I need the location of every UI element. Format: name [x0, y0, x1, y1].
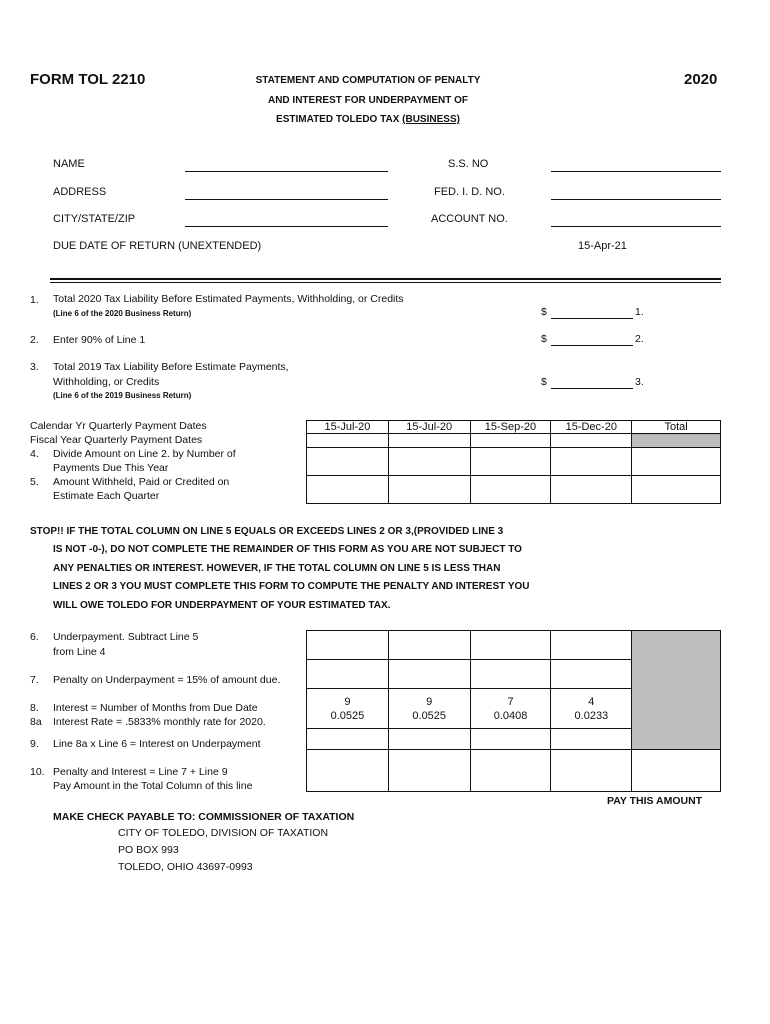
address-field[interactable]	[185, 199, 388, 200]
line-1-ref: 1.	[635, 306, 644, 318]
name-field[interactable]	[185, 171, 388, 172]
months-rate-cell	[307, 689, 389, 729]
payment-address-3: TOLEDO, OHIO 43697-0993	[118, 861, 253, 873]
line-10-text-a: Penalty and Interest = Line 7 + Line 9	[53, 766, 228, 778]
line-3-text-b: Withholding, or Credits	[53, 376, 160, 388]
fiscal-date-cell[interactable]	[388, 434, 470, 448]
line-5-total-cell[interactable]	[632, 476, 721, 504]
stop-notice-line-2: IS NOT -0-), DO NOT COMPLETE THE REMAINDER OF THIS FORM AS YOU ARE NOT SUBJECT TO	[53, 544, 522, 555]
ssn-label: S.S. NO	[448, 158, 489, 170]
line-7-text: Penalty on Underpayment = 15% of amount due.	[53, 674, 281, 686]
pay-this-amount-label: PAY THIS AMOUNT	[607, 795, 703, 807]
line-9-cell[interactable]	[470, 729, 551, 750]
line-10-total-cell[interactable]	[632, 750, 721, 792]
line-8-number: 8.	[30, 702, 39, 714]
line-5-cell[interactable]	[470, 476, 551, 504]
name-label: NAME	[53, 158, 85, 170]
shaded-cell	[632, 434, 721, 448]
line-6-cell[interactable]	[470, 631, 551, 660]
stop-notice-line-1: STOP!! IF THE TOTAL COLUMN ON LINE 5 EQUALS OR EXCEEDS LINES 2 OR 3,(PROVIDED LINE 3	[30, 526, 504, 537]
line-6-number: 6.	[30, 631, 39, 643]
form-title: FORM TOL 2210	[30, 71, 146, 88]
quarterly-table	[306, 420, 721, 504]
line-6-cell[interactable]	[307, 631, 389, 660]
line-1-amount-field[interactable]	[551, 318, 633, 319]
line-3-note: (Line 6 of the 2019 Business Return)	[53, 391, 192, 400]
title-line-1: STATEMENT AND COMPUTATION OF PENALTY	[255, 75, 481, 86]
line-3-dollar: $	[541, 376, 547, 388]
column-header: 15-Jul-20	[388, 421, 470, 434]
section-divider	[50, 278, 721, 283]
title-line-3-business: (BUSINESS)	[402, 114, 460, 125]
due-date-value: 15-Apr-21	[578, 240, 627, 252]
city-state-zip-label: CITY/STATE/ZIP	[53, 213, 136, 225]
line-10-cell[interactable]	[388, 750, 470, 792]
line-1-number: 1.	[30, 294, 39, 306]
line-10-number: 10.	[30, 766, 45, 778]
line-9-cell[interactable]	[388, 729, 470, 750]
fiscal-date-cell[interactable]	[307, 434, 389, 448]
line-9-number: 9.	[30, 738, 39, 750]
line-9-cell[interactable]	[307, 729, 389, 750]
form-year: 2020	[684, 71, 718, 88]
months-rate-cell	[388, 689, 470, 729]
line-4-cell[interactable]	[551, 448, 632, 476]
account-field[interactable]	[551, 226, 721, 227]
line-5-number: 5.	[30, 476, 39, 488]
line-7-cell[interactable]	[551, 660, 632, 689]
line-4-number: 4.	[30, 448, 39, 460]
payable-to: MAKE CHECK PAYABLE TO: COMMISSIONER OF TAXATION	[53, 811, 355, 823]
line-6-cell[interactable]	[388, 631, 470, 660]
line-2-number: 2.	[30, 334, 39, 346]
title-line-3-prefix: ESTIMATED TOLEDO TAX	[276, 114, 403, 125]
line-4-text-b: Payments Due This Year	[53, 462, 169, 474]
line-9-text: Line 8a x Line 6 = Interest on Underpayment	[53, 738, 261, 750]
months-rate-cell	[551, 689, 632, 729]
fiscal-date-cell[interactable]	[551, 434, 632, 448]
rate-value: 0.0525	[412, 709, 447, 722]
line-6-text-a: Underpayment. Subtract Line 5	[53, 631, 199, 643]
line-10-text-b: Pay Amount in the Total Column of this line	[53, 780, 253, 792]
line-4-cell[interactable]	[470, 448, 551, 476]
months-value: 9	[426, 695, 433, 708]
line-9-cell[interactable]	[551, 729, 632, 750]
city-state-zip-field[interactable]	[185, 226, 388, 227]
fiscal-dates-label: Fiscal Year Quarterly Payment Dates	[30, 434, 203, 446]
line-2-ref: 2.	[635, 333, 644, 345]
line-4-text-a: Divide Amount on Line 2. by Number of	[53, 448, 236, 460]
rate-value: 0.0408	[493, 709, 528, 722]
ssn-field[interactable]	[551, 171, 721, 172]
line-2-amount-field[interactable]	[551, 345, 633, 346]
line-8-text: Interest = Number of Months from Due Date	[53, 702, 258, 714]
line-7-cell[interactable]	[307, 660, 389, 689]
line-10-cell[interactable]	[307, 750, 389, 792]
line-7-number: 7.	[30, 674, 39, 686]
months-value: 9	[344, 695, 351, 708]
line-4-cell[interactable]	[307, 448, 389, 476]
line-6-text-b: from Line 4	[53, 646, 106, 658]
line-2-text: Enter 90% of Line 1	[53, 334, 146, 346]
line-1-dollar: $	[541, 306, 547, 318]
line-7-cell[interactable]	[388, 660, 470, 689]
fed-id-field[interactable]	[551, 199, 721, 200]
line-5-cell[interactable]	[307, 476, 389, 504]
payment-address-2: PO BOX 993	[118, 844, 179, 856]
line-6-cell[interactable]	[551, 631, 632, 660]
shaded-total-column	[632, 631, 721, 750]
line-7-cell[interactable]	[470, 660, 551, 689]
rate-value: 0.0525	[330, 709, 365, 722]
line-5-cell[interactable]	[551, 476, 632, 504]
calendar-dates-label: Calendar Yr Quarterly Payment Dates	[30, 420, 207, 432]
line-10-cell[interactable]	[551, 750, 632, 792]
rate-value: 0.0233	[574, 709, 609, 722]
line-10-cell[interactable]	[470, 750, 551, 792]
line-1-text: Total 2020 Tax Liability Before Estimated Payments, Withholding, or Credits	[53, 293, 404, 305]
line-4-cell[interactable]	[388, 448, 470, 476]
line-3-amount-field[interactable]	[551, 388, 633, 389]
due-date-label: DUE DATE OF RETURN (UNEXTENDED)	[53, 240, 262, 252]
line-3-number: 3.	[30, 361, 39, 373]
line-4-total-cell[interactable]	[632, 448, 721, 476]
line-3-ref: 3.	[635, 376, 644, 388]
computation-table	[306, 630, 721, 792]
months-rate-cell	[470, 689, 551, 729]
title-line-2: AND INTEREST FOR UNDERPAYMENT OF	[267, 95, 468, 106]
account-label: ACCOUNT NO.	[431, 213, 508, 225]
column-header: 15-Dec-20	[551, 421, 632, 434]
stop-notice-line-5: WILL OWE TOLEDO FOR UNDERPAYMENT OF YOUR ESTIMATED TAX.	[53, 600, 391, 611]
column-header: 15-Jul-20	[307, 421, 389, 434]
line-8a-text: Interest Rate = .5833% monthly rate for 2020.	[53, 716, 266, 728]
line-5-cell[interactable]	[388, 476, 470, 504]
column-header-total: Total	[632, 421, 721, 434]
fiscal-date-cell[interactable]	[470, 434, 551, 448]
fed-id-label: FED. I. D. NO.	[434, 186, 505, 198]
months-value: 7	[507, 695, 514, 708]
address-label: ADDRESS	[53, 186, 107, 198]
stop-notice-line-4: LINES 2 OR 3 YOU MUST COMPLETE THIS FORM TO COMPUTE THE PENALTY AND INTEREST YOU	[53, 581, 530, 592]
months-value: 4	[588, 695, 595, 708]
line-8a-number: 8a	[30, 716, 42, 728]
payment-address-1: CITY OF TOLEDO, DIVISION OF TAXATION	[118, 827, 329, 839]
title-line-3	[208, 114, 528, 125]
column-header: 15-Sep-20	[470, 421, 551, 434]
line-1-note: (Line 6 of the 2020 Business Return)	[53, 309, 192, 318]
stop-notice-line-3: ANY PENALTIES OR INTEREST. HOWEVER, IF THE TOTAL COLUMN ON LINE 5 IS LESS THAN	[53, 563, 501, 574]
line-5-text-a: Amount Withheld, Paid or Credited on	[53, 476, 230, 488]
line-3-text-a: Total 2019 Tax Liability Before Estimate Payments,	[53, 361, 289, 373]
line-5-text-b: Estimate Each Quarter	[53, 490, 160, 502]
line-2-dollar: $	[541, 333, 547, 345]
